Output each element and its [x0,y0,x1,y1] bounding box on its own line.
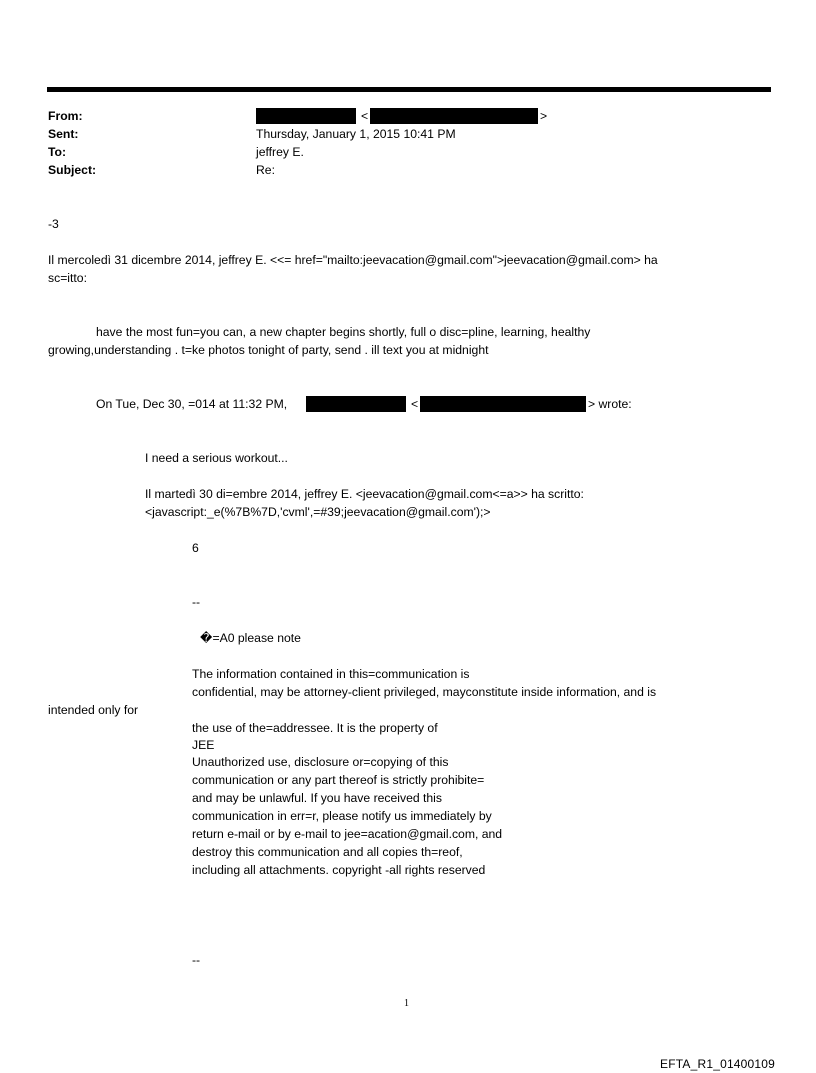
redaction-box [306,396,406,412]
disclaimer-line: intended only for [48,703,139,717]
disclaimer-line: and may be unlawful. If you have received this [192,791,442,805]
sent-label: Sent: [48,127,79,141]
quoted-header-open-bracket: < [411,397,419,411]
header-rule [47,87,771,92]
disclaimer-line: The information contained in this=communication is [192,667,470,681]
sent-value: Thursday, January 1, 2015 10:41 PM [256,127,456,141]
redaction-box [370,108,538,124]
subject-value: Re: [256,163,275,177]
javascript-line: <javascript:_e(%7B%7D,'cvml',=#39;jeevacation@gmail.com');> [145,505,491,519]
disclaimer-line: JEE [192,738,215,752]
from-label: From: [48,109,83,123]
quoted-header-prefix: On Tue, Dec 30, =014 at 11:32 PM, [96,397,288,411]
redaction-box [256,108,356,124]
disclaimer-line: communication or any part thereof is strictly prohibite= [192,773,485,787]
disclaimer-line: Unauthorized use, disclosure or=copying of this [192,755,449,769]
disclaimer-line: communication in err=r, please notify us immediately by [192,809,492,823]
six-line: 6 [192,541,199,555]
workout-line: I need a serious workout... [145,451,288,465]
to-label: To: [48,145,67,159]
from-close-bracket: > [540,109,548,123]
body-line-minus3: -3 [48,217,59,231]
separator-dashes: -- [192,595,201,609]
message-line2: growing,understanding . t=ke photos tonight of party, send . ill text you at midnight [48,343,489,357]
quoted-header-suffix: > wrote: [588,397,632,411]
disclaimer-line: return e-mail or by e-mail to jee=acation@gmail.com, and [192,827,503,841]
message-line1: have the most fun=you can, a new chapter begins shortly, full o disc=pline, learning, healthy [96,325,591,339]
il-martedi-line: Il martedì 30 di=embre 2014, jeffrey E. <jeevacation@gmail.com<=a>> ha scritto: [145,487,584,501]
disclaimer-line: including all attachments. copyright -all rights reserved [192,863,486,877]
reply-header-line2: sc=itto: [48,271,87,285]
disclaimer-line: the use of the=addressee. It is the property of [192,721,438,735]
from-open-bracket: < [361,109,369,123]
disclaimer-line: confidential, may be attorney-client privileged, mayconstitute inside information, and is [192,685,657,699]
page-number: 1 [404,998,409,1009]
reply-header-line1: Il mercoledì 31 dicembre 2014, jeffrey E. <<= href="mailto:jeevacation@gmail.com">jeevacation@gmail.com> ha [48,253,658,267]
redaction-box [420,396,586,412]
subject-label: Subject: [48,163,97,177]
separator-dashes: -- [192,953,201,967]
please-note-line: �=A0 please note [200,631,301,645]
document-id: EFTA_R1_01400109 [660,1057,776,1071]
to-value: jeffrey E. [256,145,304,159]
disclaimer-line: destroy this communication and all copies th=reof, [192,845,463,859]
